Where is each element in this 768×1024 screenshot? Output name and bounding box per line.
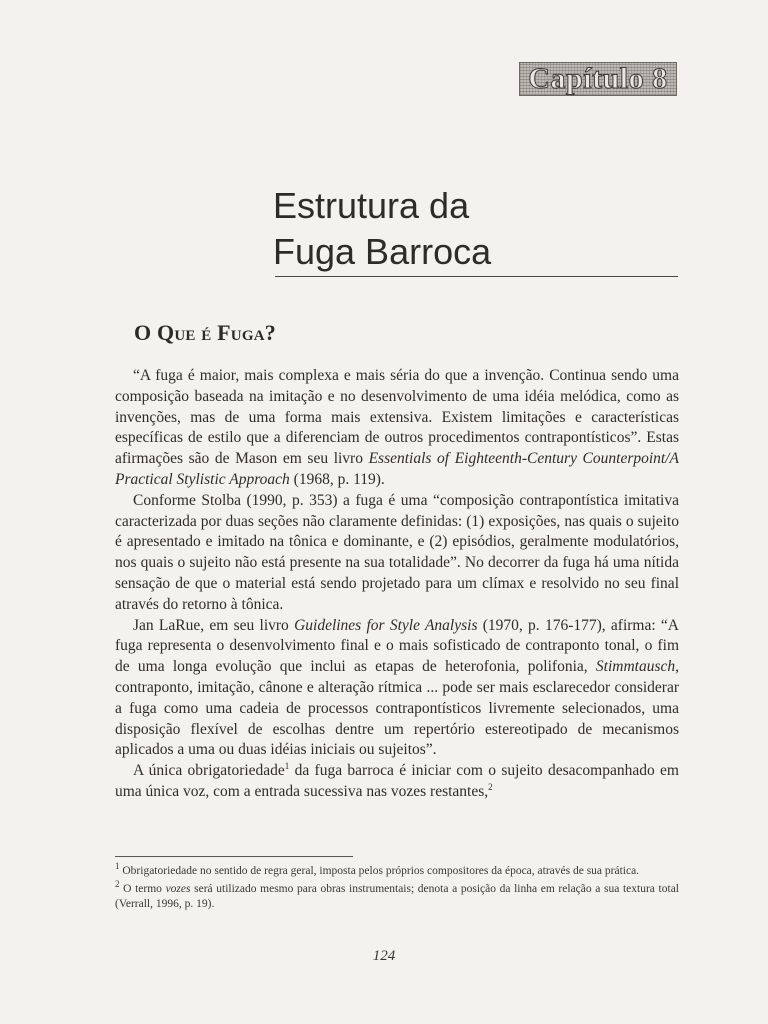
chapter-title-line-1: Estrutura da <box>273 185 470 226</box>
footnotes <box>115 861 679 915</box>
footnote-2-text: O termo <box>119 883 166 895</box>
term-stimmtausch: Stimmtausch <box>595 658 676 676</box>
footnote-1-number: 1 <box>115 861 120 872</box>
footnote-2-text-end: será utilizado mesmo para obras instrumentais; denota a posição da linha em relação a sua textura total (Verrall, 1996, p. 19). <box>115 883 679 910</box>
paragraph-4 <box>115 761 679 803</box>
page-number: 124 <box>372 948 396 964</box>
body-text <box>115 366 679 803</box>
paragraph-1-citation: (1968, p. 119). <box>289 470 385 488</box>
footnote-2 <box>115 879 679 912</box>
footnote-1 <box>115 861 679 879</box>
paragraph-4-text: A única obrigatoriedade <box>133 762 285 780</box>
paragraph-3-intro: Jan LaRue, em seu livro <box>133 616 295 634</box>
paragraph-3-quote-end: , contraponto, imitação, cânone e alteração rítmica ... pode ser mais esclarecedor considerar a fuga como uma cadeia de processos contrapontísticos livremente selecionados, uma disposição flexível de escolhas dentre um repertório estereotipado de mecanismos aplicados a uma ou duas idéias iniciais ou sujeitos”. <box>115 658 679 759</box>
paragraph-3-quote: (1970, p. 176-177), afirma: “A fuga representa o desenvolvimento final e o mais sofisticado de contraponto tonal, o fim de uma longa evolução que inclui as etapas de heterofonia, polifonia, <box>115 616 680 676</box>
paragraph-4-text-end: da fuga barroca é iniciar com o sujeito desacompanhado em uma única voz, com a entrada sucessiva nas vozes restantes, <box>115 762 679 800</box>
book-title-mason: Essentials of Eighteenth-Century Counterpoint/A Practical Stylistic Approach <box>115 450 679 488</box>
book-title-larue: Guidelines for Style Analysis <box>294 616 478 634</box>
chapter-label: Capítulo 8 <box>528 62 668 95</box>
footnote-2-number: 2 <box>115 879 120 890</box>
footnote-divider <box>115 856 353 857</box>
footnote-2-term: vozes <box>165 883 191 895</box>
paragraph-1-text: “A fuga é maior, mais complexa e mais séria do que a invenção. Continua sendo uma composição baseada na imitação e no desenvolvimento de uma idéia melódica, como as invenções, mas de uma forma mais extensiva. Existem limitações e características específicas de estilo que a diferenciam de outros procedimentos contrapontísticos”. Estas afirmações são de Mason em seu livro <box>115 367 679 468</box>
paragraph-3 <box>115 616 679 762</box>
footnote-ref-2[interactable]: 2 <box>488 781 493 792</box>
footnote-ref-1[interactable]: 1 <box>284 760 290 771</box>
chapter-badge <box>519 62 677 96</box>
section-heading: O Que é Fuga? <box>134 320 276 345</box>
footnote-1-text: Obrigatoriedade no sentido de regra geral, imposta pelos próprios compositores da época, através de sua prática. <box>119 865 640 877</box>
title-underline <box>275 276 678 277</box>
chapter-title-line-2: Fuga Barroca <box>273 231 492 272</box>
paragraph-1 <box>115 366 679 491</box>
chapter-title <box>273 183 683 275</box>
paragraph-2: Conforme Stolba (1990, p. 353) a fuga é uma “composição contrapontística imitativa caracterizada por duas seções não claramente definidas: (1) exposições, nas quais o sujeito é apresentado e imitado na tônica e dominante, e (2) episódios, geralmente modulatórios, nos quais o sujeito não está presente na sua totalidade”. No decorrer da fuga há uma nítida sensação de que o material está sendo projetado para um clímax e resolvido no seu final através do retorno à tônica. <box>115 491 679 613</box>
